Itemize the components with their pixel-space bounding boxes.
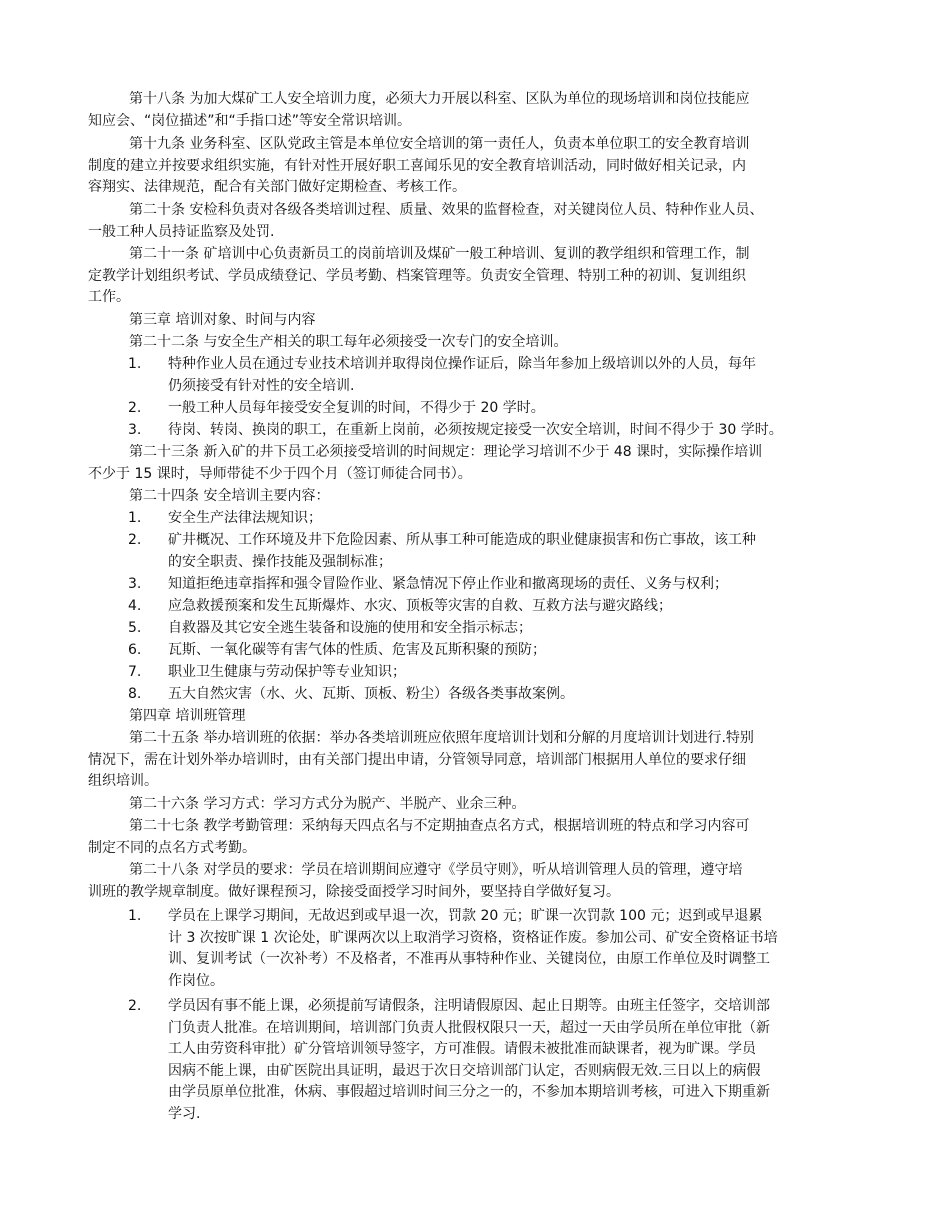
list-number: 3. (128, 576, 142, 592)
article-18 (88, 89, 878, 132)
article-22 (88, 332, 878, 354)
list-number: 2. (128, 532, 142, 548)
text-line: 第二十二条 与安全生产相关的职工每年必须接受一次专门的安全培训。 (129, 334, 568, 350)
text-line: 自救器及其它安全逃生装备和设施的使用和安全指示标志； (168, 620, 532, 636)
list-text (168, 640, 546, 662)
list-text (168, 596, 672, 618)
text-line: 工人由劳资科审批）矿分管培训领导签字，方可准假。请假未被批准而缺课者，视为旷课。学员 (168, 1041, 756, 1057)
text-line: 待岗、转岗、换岗的职工，在重新上岗前，必须按规定接受一次安全培训，时间不得少于 30 学时。 (168, 422, 783, 438)
list-number: 2. (128, 998, 142, 1014)
list-number: 1. (128, 510, 142, 526)
list-number: 4. (128, 598, 142, 614)
list-text (168, 530, 756, 573)
article-20 (88, 200, 878, 243)
list-number: 8. (128, 686, 142, 702)
list-text (168, 618, 532, 640)
text-line: 安全生产法律法规知识； (168, 510, 322, 526)
text-line: 制度的建立并按要求组织实施，有针对性开展好职工喜闻乐见的安全教育培训活动，同时做好相关记录，内 (88, 157, 746, 174)
text-line: 一般工种人员每年接受安全复训的时间，不得少于 20 学时。 (168, 400, 545, 416)
list-number: 1. (128, 908, 142, 924)
text-line: 第二十四条 安全培训主要内容： (129, 488, 330, 504)
text-line: 瓦斯、一氧化碳等有害气体的性质、危害及瓦斯积聚的预防； (168, 642, 546, 658)
text-line: 情况下，需在计划外举办培训时，由有关部门提出申请，分管领导同意，培训部门根据用人单位的要求仔细 (88, 751, 746, 768)
text-line: 第十九条 业务科室、区队党政主管是本单位安全培训的第一责任人，负责本单位职工的安全教育培训 (129, 136, 750, 152)
text-line: 门负责人批准。在培训期间，培训部门负责人批假权限只一天，超过一天由学员所在单位审批（新 (168, 1019, 770, 1036)
text-line: 学员因有事不能上课，必须提前写请假条，注明请假原因、起止日期等。由班主任签字，交培训部 (168, 998, 770, 1014)
article-24 (88, 486, 878, 508)
text-line: 知应会、“岗位描述”和“手指口述”等安全常识培训。 (88, 112, 412, 129)
list-text (168, 508, 322, 530)
list-text (168, 662, 406, 684)
list-number: 6. (128, 642, 142, 658)
chapter-4-heading (88, 706, 878, 728)
article-28 (88, 860, 878, 903)
text-line: 一般工种人员持证监察及处罚. (88, 223, 275, 240)
text-line: 五大自然灾害（水、火、瓦斯、顶板、粉尘）各级各类事故案例。 (168, 686, 574, 702)
list-text (168, 996, 770, 1125)
text-line: 因病不能上课，由矿医院出具证明，最迟于次日交培训部门认定，否则病假无效.三日以上的病假 (168, 1062, 761, 1079)
text-line: 特种作业人员在通过专业技术培训并取得岗位操作证后，除当年参加上级培训以外的人员，每年 (168, 356, 756, 372)
article-25 (88, 728, 878, 793)
text-line: 第二十条 安检科负责对各级各类培训过程、质量、效果的监督检查，对关键岗位人员、特种作业人员、 (129, 202, 764, 218)
text-line: 由学员原单位批准，休病、事假超过培训时间三分之一的，不参加本期培训考核，可进入下期重新 (168, 1084, 770, 1100)
article-26 (88, 794, 878, 816)
text-line: 第二十七条 教学考勤管理：采纳每天四点名与不定期抽查点名方式，根据培训班的特点和学习内容可 (129, 818, 750, 834)
chapter-3-heading (88, 310, 878, 332)
list-text (168, 420, 783, 442)
text-line: 容翔实、法律规范，配合有关部门做好定期检查、考核工作。 (88, 179, 466, 195)
text-line: 组织培训。 (88, 773, 158, 789)
chapter-title: 第四章 培训班管理 (129, 708, 246, 724)
text-line: 第二十六条 学习方式：学习方式分为脱产、半脱产、业余三种。 (129, 796, 526, 812)
article-19 (88, 134, 878, 199)
text-line: 不少于 15 课时，导师带徒不少于四个月（签订师徒合同书）。 (88, 465, 472, 482)
text-line: 知道拒绝违章指挥和强令冒险作业、紧急情况下停止作业和撤离现场的责任、义务与权利； (168, 576, 728, 592)
list-text (168, 398, 545, 420)
article-21 (88, 244, 878, 309)
list-text (168, 684, 574, 706)
list-number: 1. (128, 356, 142, 372)
text-line: 工作。 (88, 289, 130, 305)
text-line: 第二十三条 新入矿的井下员工必须接受培训的时间规定：理论学习培训不少于 48 课时，实际操作培训 (129, 444, 763, 460)
list-text (168, 906, 778, 992)
text-line: 学员在上课学习期间，无故迟到或早退一次，罚款 20 元；旷课一次罚款 100 元；迟到或早退累 (168, 908, 763, 924)
text-line: 训班的教学规章制度。做好课程预习，除接受面授学习时间外，要坚持自学做好复习。 (88, 883, 620, 900)
text-line: 矿井概况、工作环境及井下危险因素、所从事工种可能造成的职业健康损害和伤亡事故，该工种 (168, 532, 756, 548)
text-line: 第二十五条 举办培训班的依据：举办各类培训班应依照年度培训计划和分解的月度培训计划进行.特别 (129, 730, 754, 746)
text-line: 应急救援预案和发生瓦斯爆炸、水灾、顶板等灾害的自救、互救方法与避灾路线； (168, 598, 672, 614)
list-text (168, 574, 728, 596)
text-line: 的安全职责、操作技能及强制标准； (168, 553, 392, 570)
text-line: 第二十一条 矿培训中心负责新员工的岗前培训及煤矿一般工种培训、复训的教学组织和管理工作，制 (129, 246, 750, 262)
list-number: 2. (128, 400, 142, 416)
list-text (168, 354, 756, 397)
chapter-title: 第三章 培训对象、时间与内容 (129, 312, 316, 328)
list-number: 5. (128, 620, 142, 636)
list-number: 3. (128, 422, 142, 438)
list-number: 7. (128, 664, 142, 680)
text-line: 学习. (168, 1105, 201, 1122)
text-line: 定教学计划组织考试、学员成绩登记、学员考勤、档案管理等。负责安全管理、特别工种的初训、复训组织 (88, 267, 746, 284)
text-line: 第十八条 为加大煤矿工人安全培训力度，必须大力开展以科室、区队为单位的现场培训和岗位技能应 (129, 91, 750, 107)
article-23 (88, 442, 878, 485)
text-line: 作岗位。 (168, 972, 224, 989)
article-27 (88, 816, 878, 859)
text-line: 计 3 次按旷课 1 次论处，旷课两次以上取消学习资格，资格证作废。参加公司、矿安全资格证书培 (168, 929, 778, 946)
text-line: 第二十八条 对学员的要求：学员在培训期间应遵守《学员守则》，听从培训管理人员的管理，遵守培 (129, 862, 743, 878)
text-line: 职业卫生健康与劳动保护等专业知识； (168, 664, 406, 680)
text-line: 训、复训考试（一次补考）不及格者，不准再从事特种作业、关键岗位，由原工作单位及时调整工 (168, 951, 770, 967)
text-line: 仍须接受有针对性的安全培训. (168, 377, 355, 394)
text-line: 制定不同的点名方式考勤。 (88, 839, 256, 856)
